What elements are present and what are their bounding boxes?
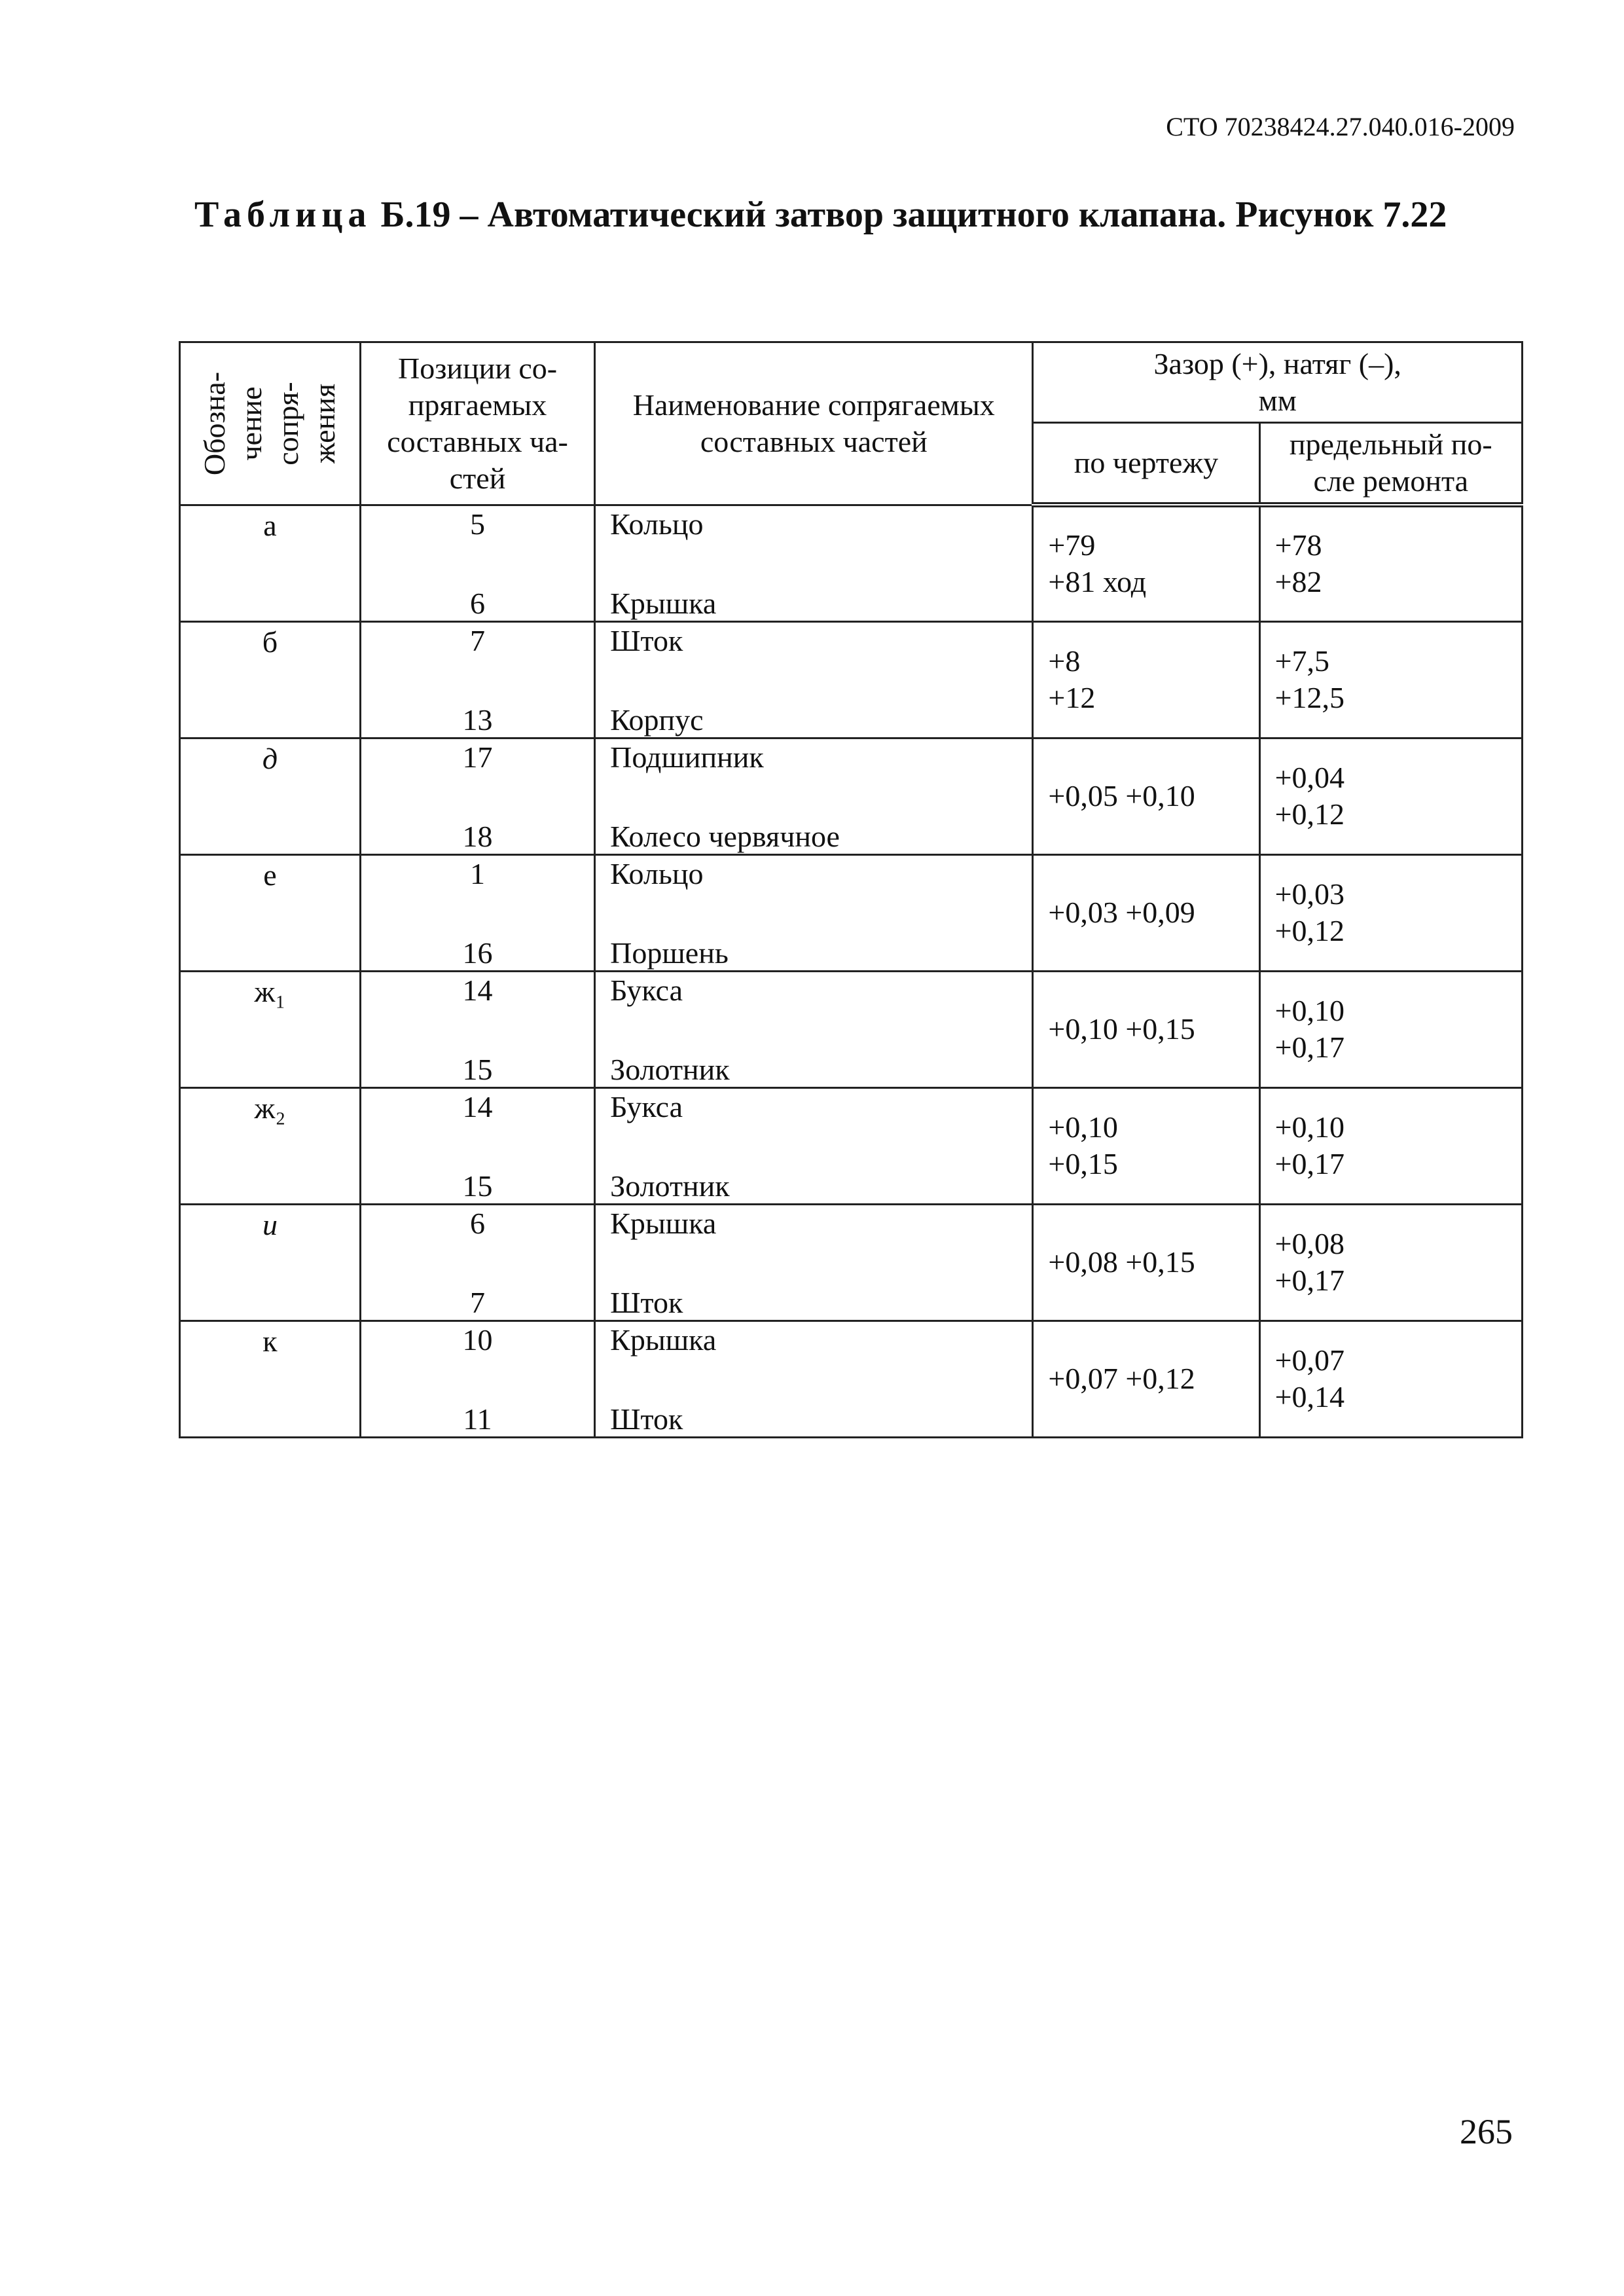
table-row [180, 1087, 1523, 1204]
position-second: 6 [470, 586, 486, 620]
position-second: 16 [462, 936, 493, 970]
position-first: 14 [462, 973, 493, 1007]
doc-code: СТО 70238424.27.040.016-2009 [1166, 112, 1515, 141]
table-row [180, 971, 1523, 1087]
cell-by-drawing: +0,07 +0,12 [1033, 1321, 1259, 1437]
cell-by-drawing: +0,08 +0,15 [1033, 1204, 1259, 1321]
cell-positions [360, 621, 594, 738]
position-first: 10 [462, 1322, 493, 1357]
cell-designation: б [180, 621, 361, 738]
position-first: 14 [462, 1089, 493, 1123]
header-limit: предельный по- сле ремонта [1259, 423, 1522, 505]
cell-names [595, 621, 1033, 738]
position-second: 15 [462, 1169, 493, 1203]
cell-by-drawing: +8 +12 [1033, 621, 1259, 738]
cell-names [595, 1087, 1033, 1204]
header-designation [180, 342, 361, 505]
cell-limit: +0,03 +0,12 [1259, 854, 1522, 971]
cell-designation: е [180, 854, 361, 971]
cell-positions [360, 505, 594, 621]
cell-limit: +0,10 +0,17 [1259, 1087, 1522, 1204]
table-row [180, 1204, 1523, 1321]
cell-designation: д [180, 738, 361, 854]
cell-limit: +0,07 +0,14 [1259, 1321, 1522, 1437]
cell-positions [360, 738, 594, 854]
cell-by-drawing: +0,10 +0,15 [1033, 971, 1259, 1087]
name-second: Золотник [610, 1169, 730, 1203]
cell-names [595, 738, 1033, 854]
name-second: Шток [610, 1285, 683, 1319]
cell-by-drawing: +0,05 +0,10 [1033, 738, 1259, 854]
table-title [194, 182, 1517, 247]
position-second: 11 [463, 1402, 492, 1436]
cell-by-drawing: +0,10 +0,15 [1033, 1087, 1259, 1204]
name-first: Шток [610, 623, 683, 657]
table-row [180, 1321, 1523, 1437]
cell-designation: к [180, 1321, 361, 1437]
cell-names [595, 971, 1033, 1087]
position-second: 7 [470, 1285, 486, 1319]
spec-table [179, 341, 1523, 1438]
position-first: 7 [470, 623, 486, 657]
name-first: Кольцо [610, 507, 704, 541]
cell-designation: и [180, 1204, 361, 1321]
header-positions: Позиции со- прягаемых составных ча- стей [360, 342, 594, 505]
name-first: Кольцо [610, 856, 704, 890]
table-row [180, 854, 1523, 971]
page-number: 265 [1460, 2112, 1513, 2151]
table-title-text: Б.19 – Автоматический затвор защитного клапана. Рисунок 7.22 [371, 194, 1447, 235]
name-second: Колесо червячное [610, 819, 840, 853]
header-name: Наименование сопрягаемых составных частей [595, 342, 1033, 505]
name-second: Золотник [610, 1052, 730, 1086]
table-row [180, 621, 1523, 738]
name-first: Подшипник [610, 740, 764, 774]
position-first: 6 [470, 1206, 486, 1240]
cell-names [595, 1204, 1033, 1321]
cell-limit: +78 +82 [1259, 505, 1522, 621]
header-designation-text: Обозна- чение сопря- жения [198, 371, 342, 475]
position-second: 13 [462, 702, 493, 737]
name-first: Букса [610, 973, 683, 1007]
table-row [180, 738, 1523, 854]
cell-designation: а [180, 505, 361, 621]
cell-limit: +0,08 +0,17 [1259, 1204, 1522, 1321]
name-second: Корпус [610, 702, 704, 737]
cell-positions [360, 971, 594, 1087]
cell-positions [360, 1204, 594, 1321]
cell-by-drawing: +79 +81 ход [1033, 505, 1259, 621]
cell-names [595, 505, 1033, 621]
cell-positions [360, 1321, 594, 1437]
cell-limit: +7,5 +12,5 [1259, 621, 1522, 738]
cell-designation: ж₂ [180, 1087, 361, 1204]
cell-positions [360, 1087, 594, 1204]
table-title-prefix: Таблица [194, 194, 372, 235]
table-row [180, 505, 1523, 621]
cell-by-drawing: +0,03 +0,09 [1033, 854, 1259, 971]
cell-names [595, 854, 1033, 971]
name-second: Поршень [610, 936, 729, 970]
header-by-drawing: по чертежу [1033, 423, 1259, 505]
name-first: Крышка [610, 1322, 717, 1357]
cell-limit: +0,04 +0,12 [1259, 738, 1522, 854]
header-clearance: Зазор (+), натяг (–), мм [1033, 342, 1523, 423]
position-first: 5 [470, 507, 486, 541]
cell-names [595, 1321, 1033, 1437]
position-second: 18 [462, 819, 493, 853]
position-second: 15 [462, 1052, 493, 1086]
cell-positions [360, 854, 594, 971]
name-second: Шток [610, 1402, 683, 1436]
cell-limit: +0,10 +0,17 [1259, 971, 1522, 1087]
name-first: Букса [610, 1089, 683, 1123]
position-first: 1 [470, 856, 486, 890]
name-second: Крышка [610, 586, 717, 620]
name-first: Крышка [610, 1206, 717, 1240]
cell-designation: ж₁ [180, 971, 361, 1087]
position-first: 17 [462, 740, 493, 774]
